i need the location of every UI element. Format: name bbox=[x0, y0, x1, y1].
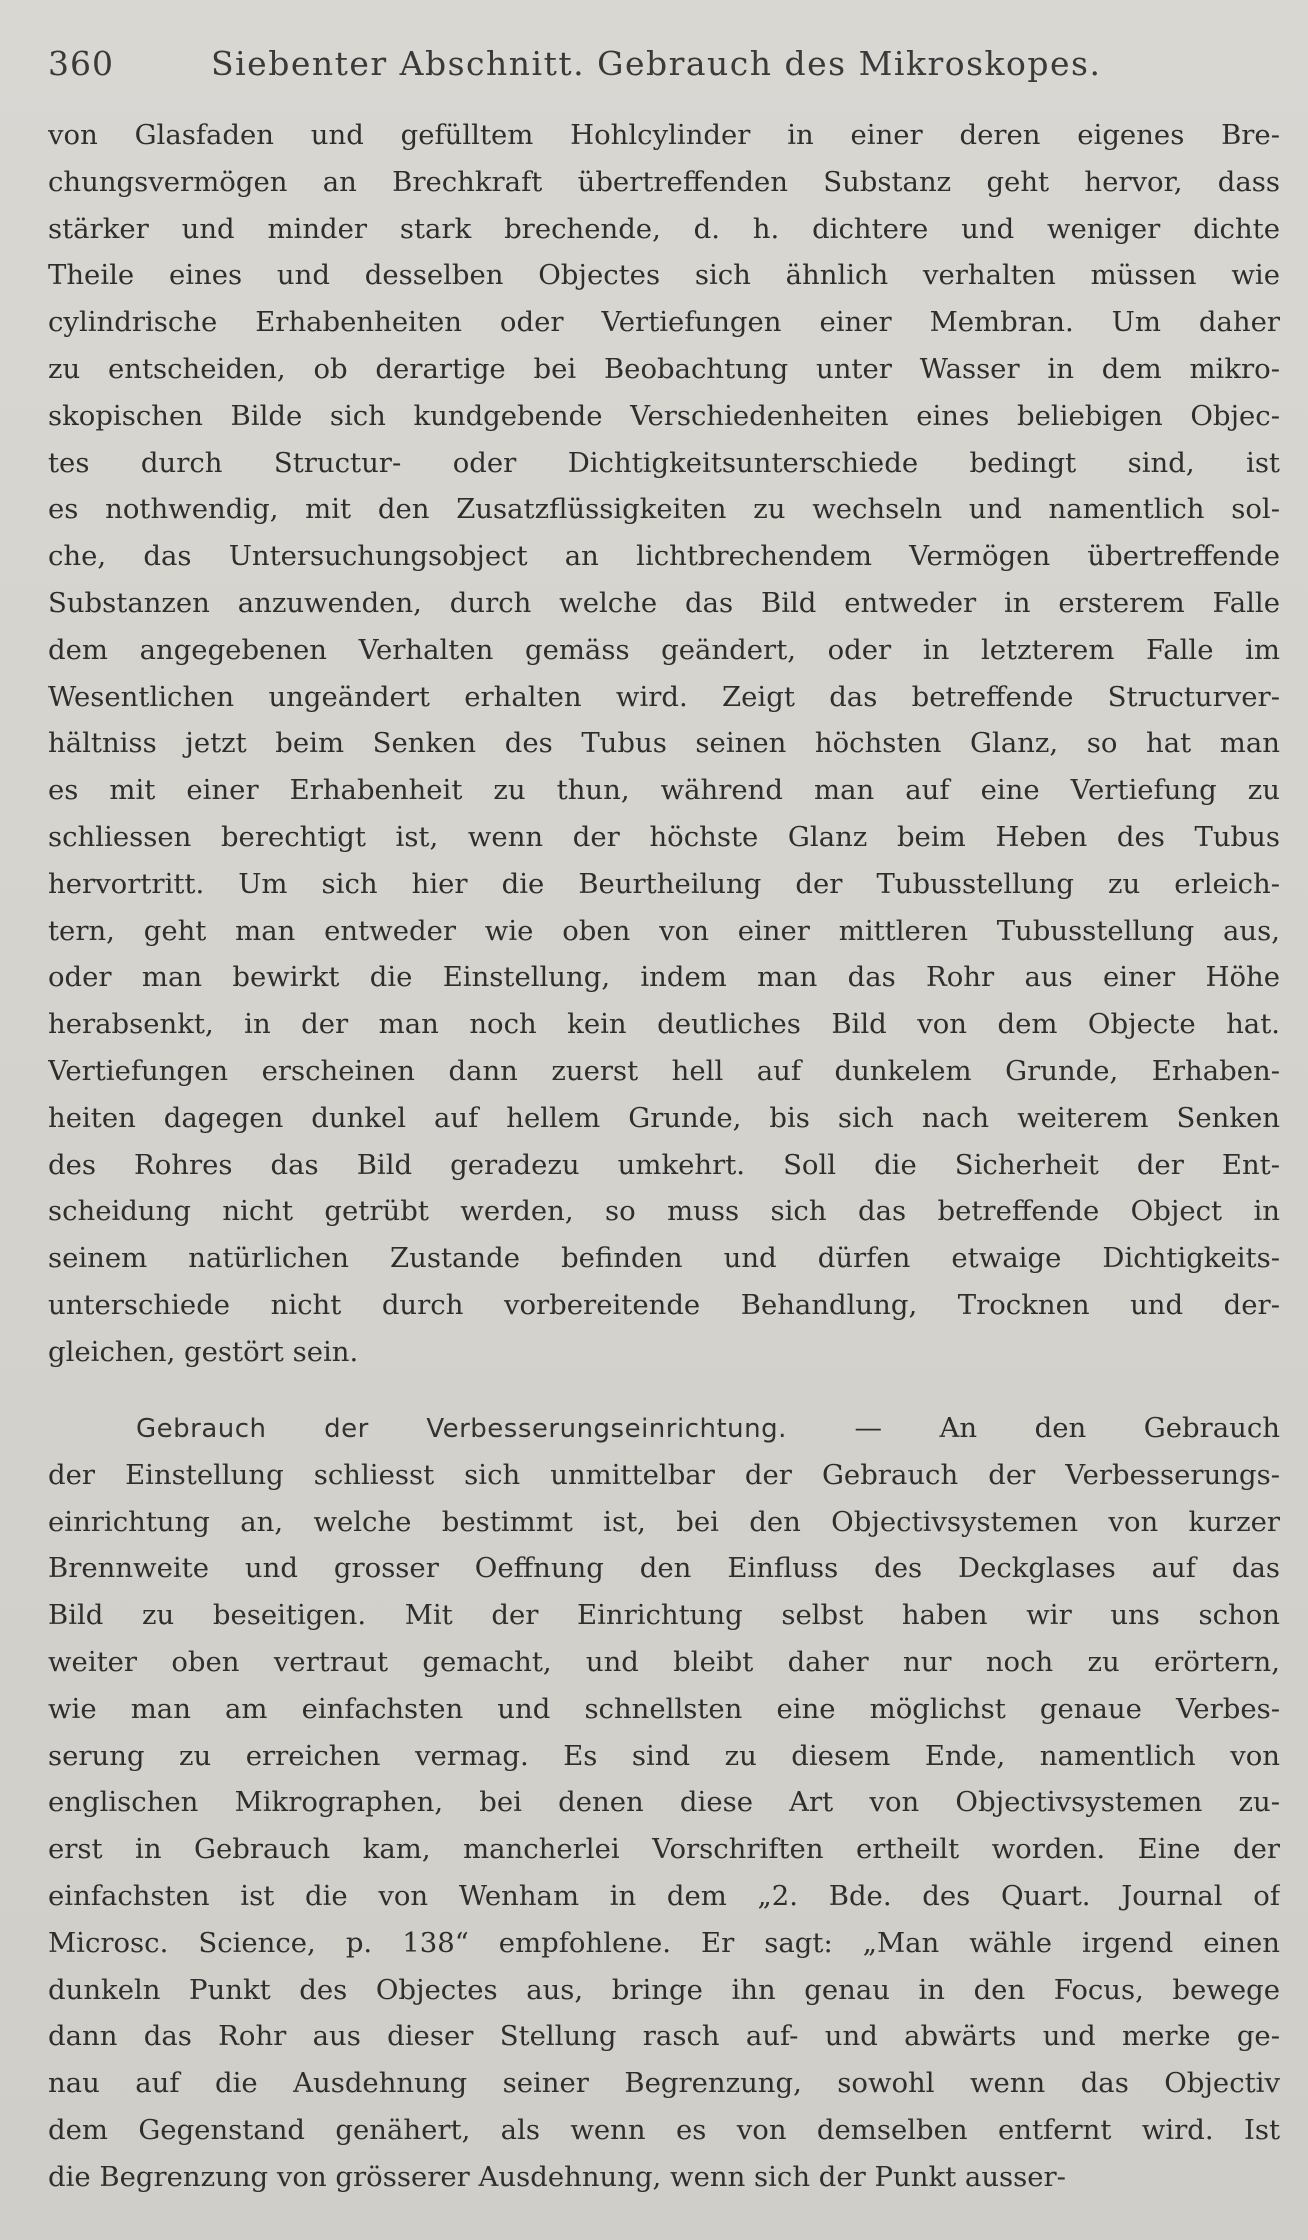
section-heading: Gebrauch der Verbesserungseinrichtung. bbox=[136, 1414, 787, 1444]
text-line: erst in Gebrauch kam, mancherlei Vorschriften ertheilt worden. Eine der bbox=[48, 1833, 1280, 1866]
text-line: es mit einer Erhabenheit zu thun, während man auf eine Vertiefung zu bbox=[48, 774, 1280, 807]
text-line: der Einstellung schliesst sich unmittelbar der Gebrauch der Verbesserungs- bbox=[48, 1458, 1280, 1491]
heading-line-rest: — An den Gebrauch bbox=[854, 1412, 1280, 1444]
text-line: tern, geht man entweder wie oben von einer mittleren Tubusstellung aus, bbox=[48, 914, 1280, 947]
text-line: englischen Mikrographen, bei denen diese Art von Objectivsystemen zu- bbox=[48, 1786, 1280, 1819]
text-line: weiter oben vertraut gemacht, und bleibt daher nur noch zu erörtern, bbox=[48, 1645, 1280, 1678]
text-line: Substanzen anzuwenden, durch welche das Bild entweder in ersterem Falle bbox=[48, 586, 1280, 619]
text-line: nau auf die Ausdehnung seiner Begrenzung, sowohl wenn das Objectiv bbox=[48, 2067, 1280, 2100]
text-line: dem angegebenen Verhalten gemäss geändert, oder in letzterem Falle im bbox=[48, 633, 1280, 666]
text-line: skopischen Bilde sich kundgebende Verschiedenheiten eines beliebigen Objec- bbox=[48, 399, 1280, 432]
paragraph-correction-collar bbox=[48, 1405, 1280, 2201]
text-line: dann das Rohr aus dieser Stellung rasch auf- und abwärts und merke ge- bbox=[48, 2020, 1280, 2053]
text-line: hervortritt. Um sich hier die Beurtheilung der Tubusstellung zu erleich- bbox=[48, 867, 1280, 900]
text-line: scheidung nicht getrübt werden, so muss sich das betreffende Object in bbox=[48, 1195, 1280, 1228]
text-line: serung zu erreichen vermag. Es sind zu diesem Ende, namentlich von bbox=[48, 1739, 1280, 1772]
text-line: Microsc. Science, p. 138“ empfohlene. Er sagt: „Man wähle irgend einen bbox=[48, 1926, 1280, 1959]
text-line: gleichen, gestört sein. bbox=[48, 1335, 359, 1368]
text-line: dem Gegenstand genähert, als wenn es von demselben entfernt wird. Ist bbox=[48, 2113, 1280, 2146]
text-line: die Begrenzung von grösserer Ausdehnung, wenn sich der Punkt ausser- bbox=[48, 2160, 1066, 2193]
text-line: Brennweite und grosser Oeffnung den Einfluss des Deckglases auf das bbox=[48, 1552, 1280, 1585]
text-line: Bild zu beseitigen. Mit der Einrichtung selbst haben wir uns schon bbox=[48, 1599, 1280, 1632]
text-line: schliessen berechtigt ist, wenn der höchste Glanz beim Heben des Tubus bbox=[48, 820, 1280, 853]
text-line: hältniss jetzt beim Senken des Tubus seinen höchsten Glanz, so hat man bbox=[48, 727, 1280, 760]
paragraph-first-line bbox=[48, 1405, 1280, 1452]
text-line: wie man am einfachsten und schnellsten eine möglichst genaue Verbes- bbox=[48, 1692, 1280, 1725]
paragraph-microscopy-structure bbox=[48, 112, 1280, 1376]
text-line: che, das Untersuchungsobject an lichtbrechendem Vermögen übertreffende bbox=[48, 540, 1280, 573]
text-line: Theile eines und desselben Objectes sich ähnlich verhalten müssen wie bbox=[48, 259, 1280, 292]
text-line: stärker und minder stark brechende, d. h. dichtere und weniger dichte bbox=[48, 212, 1280, 245]
text-line: seinem natürlichen Zustande befinden und dürfen etwaige Dichtigkeits- bbox=[48, 1242, 1280, 1275]
text-line: chungsvermögen an Brechkraft übertreffenden Substanz geht hervor, dass bbox=[48, 165, 1280, 198]
text-line: einrichtung an, welche bestimmt ist, bei den Objectivsystemen von kurzer bbox=[48, 1505, 1280, 1538]
text-line: herabsenkt, in der man noch kein deutliches Bild von dem Objecte hat. bbox=[48, 1008, 1280, 1041]
text-line: tes durch Structur- oder Dichtigkeitsunterschiede bedingt sind, ist bbox=[48, 446, 1280, 479]
running-title: Siebenter Abschnitt. Gebrauch des Mikroskopes. bbox=[211, 44, 1102, 83]
page-header bbox=[48, 44, 1268, 94]
text-line: heiten dagegen dunkel auf hellem Grunde, bis sich nach weiterem Senken bbox=[48, 1101, 1280, 1134]
text-line: cylindrische Erhabenheiten oder Vertiefungen einer Membran. Um daher bbox=[48, 306, 1280, 339]
text-line: des Rohres das Bild geradezu umkehrt. Soll die Sicherheit der Ent- bbox=[48, 1148, 1280, 1181]
text-line: Vertiefungen erscheinen dann zuerst hell auf dunkelem Grunde, Erhaben- bbox=[48, 1054, 1280, 1087]
text-line: dunkeln Punkt des Objectes aus, bringe ihn genau in den Focus, bewege bbox=[48, 1973, 1280, 2006]
text-line: es nothwendig, mit den Zusatzflüssigkeiten zu wechseln und namentlich sol- bbox=[48, 493, 1280, 526]
paragraph-lines bbox=[48, 1452, 1280, 2201]
text-line: zu entscheiden, ob derartige bei Beobachtung unter Wasser in dem mikro- bbox=[48, 352, 1280, 385]
text-line: unterschiede nicht durch vorbereitende Behandlung, Trocknen und der- bbox=[48, 1288, 1280, 1321]
text-line: Wesentlichen ungeändert erhalten wird. Zeigt das betreffende Structurver- bbox=[48, 680, 1280, 713]
text-line: einfachsten ist die von Wenham in dem „2. Bde. des Quart. Journal of bbox=[48, 1879, 1280, 1912]
text-line: oder man bewirkt die Einstellung, indem man das Rohr aus einer Höhe bbox=[48, 961, 1280, 994]
text-line: von Glasfaden und gefülltem Hohlcylinder in einer deren eigenes Bre- bbox=[48, 119, 1280, 151]
page-number: 360 bbox=[48, 44, 114, 83]
